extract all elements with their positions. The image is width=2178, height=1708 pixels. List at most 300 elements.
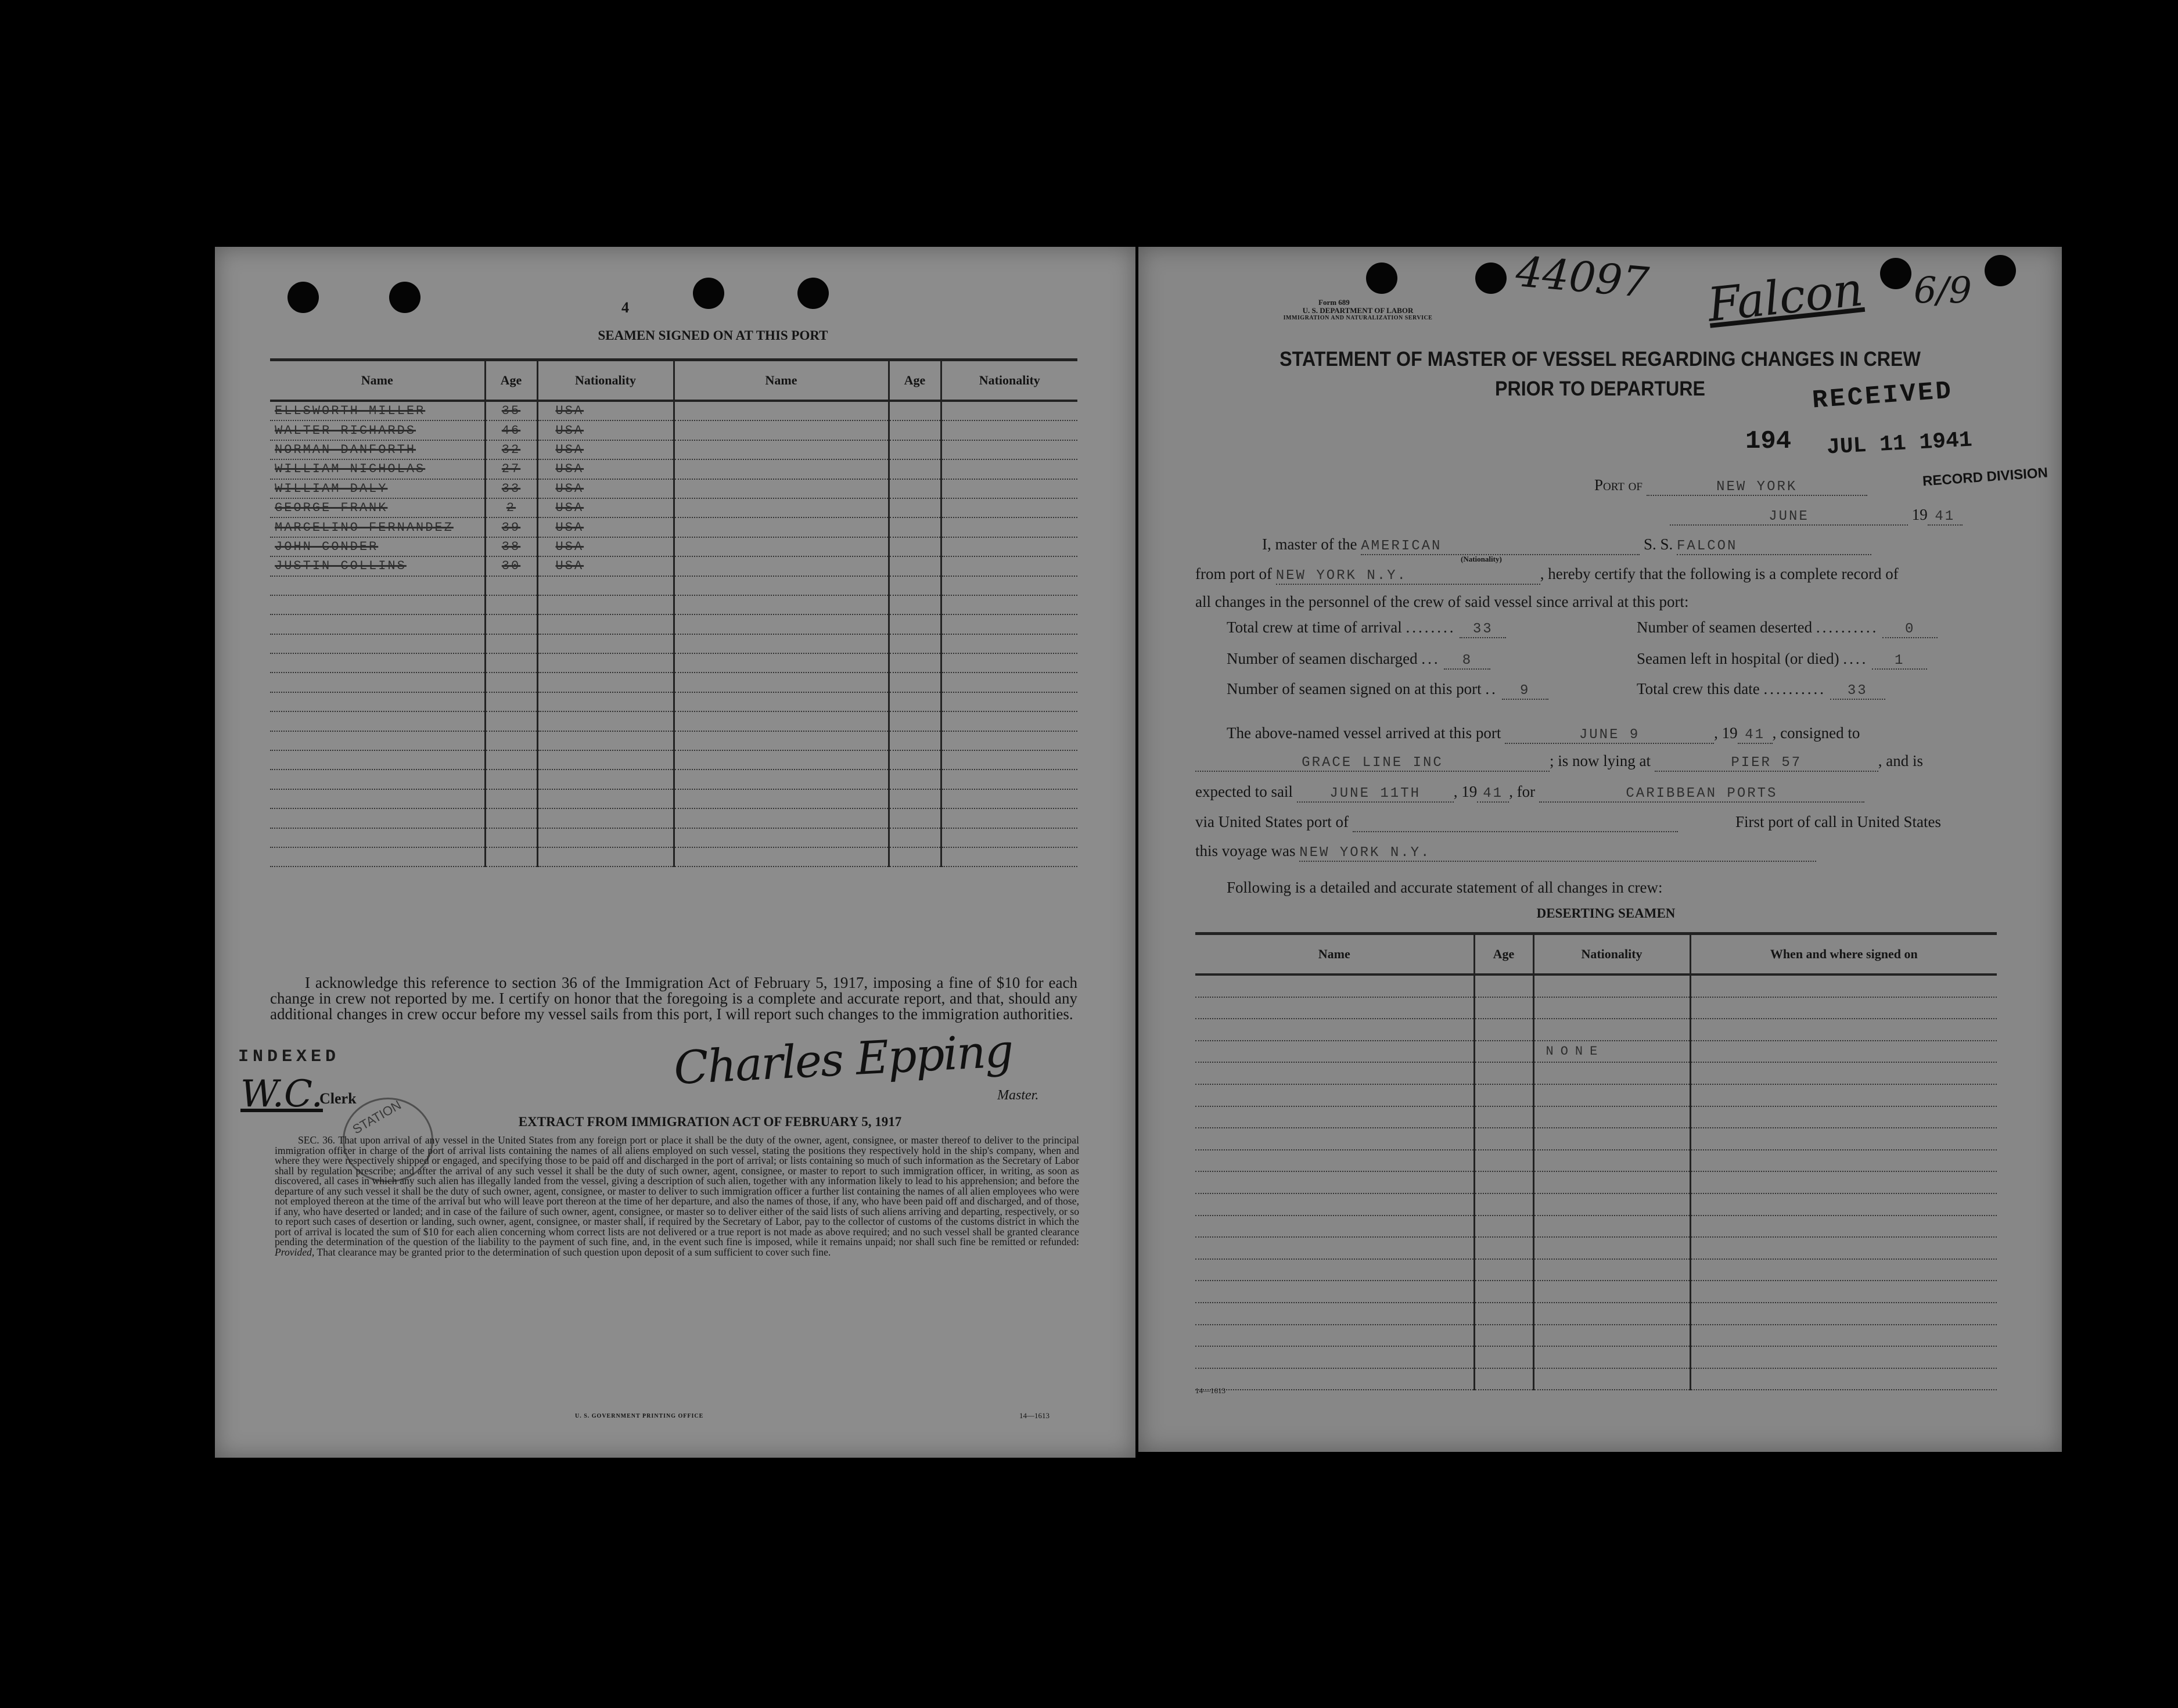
seaman-age	[485, 828, 537, 847]
seaman-name	[674, 498, 889, 517]
table-row	[270, 401, 1077, 420]
deserter-age	[1474, 1150, 1533, 1172]
seaman-nationality	[537, 711, 674, 731]
table-row	[1195, 1216, 1997, 1238]
column-header: Age	[1474, 934, 1533, 975]
voyage-row	[1195, 842, 1816, 862]
punch-hole	[1475, 263, 1507, 294]
certify-text: , hereby certify that the following is a complete record of	[1540, 565, 1899, 582]
seaman-age	[889, 576, 941, 595]
table-row	[270, 576, 1077, 595]
deserter-age	[1474, 1216, 1533, 1238]
seaman-nationality	[941, 614, 1077, 634]
deserter-nationality	[1533, 1171, 1690, 1193]
date-row	[1670, 506, 1963, 526]
deserter-signed-on	[1690, 1237, 1997, 1259]
seaman-age	[889, 459, 941, 479]
seaman-nationality	[537, 653, 674, 673]
extract-body	[275, 1135, 1079, 1257]
seaman-age	[485, 673, 537, 692]
column-header: Nationality	[1533, 934, 1690, 975]
seaman-name	[270, 692, 485, 711]
seaman-name	[674, 420, 889, 440]
deserter-signed-on	[1690, 1084, 1997, 1106]
deserter-name	[1195, 1062, 1474, 1084]
deserter-name	[1195, 1128, 1474, 1150]
table-row	[1195, 975, 1997, 997]
deserter-name	[1195, 1106, 1474, 1128]
seaman-nationality: USA	[537, 440, 674, 459]
seaman-age	[889, 711, 941, 731]
column-header: Age	[889, 360, 941, 401]
seaman-age	[889, 731, 941, 750]
extract-text: That upon arrival of any vessel in the United States from any foreign port or place it shall be the duty of the owner, agent, consignee, or master thereof to deliver to the principal immigration officer in charge of the port of arrival lists containing the names of all aliens employed on such vessel, stating the positions they respectively hold in the ship's company, when and where they were respectively shipped or engaged, and specifying those to be paid off and discharged in the port of arrival; or lists containing so much of such information as the Secretary of Labor shall by regulation prescribe; and after the arrival of any such vessel it shall be the duty of such owner, agent, consignee, or master to report to such immigration officer, in writing, as soon as discovered, all cases in which any such alien has illegally landed from the vessel, giving a description of such alien, together with any information likely to lead to his apprehension; and before the departure of any such vessel it shall be the duty of such owner, agent, consignee, or master to deliver to such immigration officer a further list containing the names of all alien employees who were not employed thereon at the time of the arrival but who will leave port thereon at the time of her departure, and also the names of those, if any, who have been paid off and discharged, and of those, if any, who have deserted or landed; and in case of the failure of such owner, agent, consignee, or master so to deliver either of the said lists of such aliens arriving and departing, respectively, or so to report such cases of desertion or landing, such owner, agent, consignee, or master shall, if required by the Secretary of Labor, pay to the collector of customs of the customs district in which the port of arrival is located the sum of $10 for each alien concerning whom correct lists are not delivered or a true report is not made as above required; and no such vessel shall be granted clearance pending the determination of the question of the liability to the payment of such fine, and, in the event such fine is imposed, while it remains unpaid; nor shall such fine be remitted or refunded:	[275, 1134, 1079, 1247]
deserter-signed-on	[1690, 1171, 1997, 1193]
total-crew-arrival-row: Total crew at time of arrival ........ 33	[1227, 619, 1506, 638]
deserter-signed-on	[1690, 975, 1997, 997]
table-row	[270, 556, 1077, 576]
seaman-age	[889, 653, 941, 673]
handwritten-ship-name: Falcon	[1705, 262, 1866, 332]
deserter-name	[1195, 1368, 1474, 1390]
deserter-nationality	[1533, 1128, 1690, 1150]
table-row	[270, 537, 1077, 556]
deserter-age	[1474, 1084, 1533, 1106]
seaman-name	[270, 576, 485, 595]
seaman-age	[889, 828, 941, 847]
seaman-name	[270, 673, 485, 692]
arrived-date: JUNE 9	[1505, 727, 1714, 744]
from-port-label: from port of	[1195, 565, 1272, 582]
clerk-label: Clerk	[319, 1090, 357, 1107]
punch-hole	[1985, 255, 2016, 286]
deserter-signed-on	[1690, 1325, 1997, 1347]
deserter-signed-on	[1690, 1281, 1997, 1303]
column-header: When and where signed on	[1690, 934, 1997, 975]
voyage-value: NEW YORK N.Y.	[1299, 845, 1816, 862]
table-row	[1195, 1062, 1997, 1084]
deserter-nationality	[1533, 1193, 1690, 1216]
table-row	[270, 673, 1077, 692]
year-suffix: 41	[1928, 509, 1963, 526]
deserter-nationality	[1533, 1106, 1690, 1128]
seaman-name	[674, 459, 889, 479]
deserter-nationality	[1533, 1150, 1690, 1172]
deserter-age	[1474, 1325, 1533, 1347]
seaman-name: WALTER RICHARDS	[270, 420, 485, 440]
seaman-name	[674, 537, 889, 556]
deserter-age	[1474, 1041, 1533, 1063]
seaman-nationality: USA	[537, 479, 674, 498]
service-name: IMMIGRATION AND NATURALIZATION SERVICE	[1283, 315, 1433, 321]
seaman-nationality	[941, 440, 1077, 459]
seaman-nationality	[941, 731, 1077, 750]
seaman-age	[485, 692, 537, 711]
seaman-nationality	[537, 692, 674, 711]
deserter-signed-on	[1690, 1150, 1997, 1172]
consignee: GRACE LINE INC	[1195, 755, 1550, 772]
voyage-label: this voyage was	[1195, 842, 1296, 860]
table-row	[270, 808, 1077, 828]
table-row	[1195, 1303, 1997, 1325]
seaman-nationality	[941, 653, 1077, 673]
column-header: Nationality	[537, 360, 674, 401]
table-row	[1195, 1019, 1997, 1041]
table-row	[270, 711, 1077, 731]
seaman-name	[270, 595, 485, 614]
deserter-name	[1195, 1019, 1474, 1041]
handwritten-number: 44097	[1514, 247, 1651, 307]
seaman-name: ELLSWORTH MILLER	[270, 401, 485, 420]
table-row	[270, 750, 1077, 770]
seaman-age	[485, 770, 537, 789]
table-row	[1195, 1281, 1997, 1303]
deserter-nationality	[1533, 1346, 1690, 1368]
deserter-age	[1474, 1171, 1533, 1193]
seaman-nationality	[537, 614, 674, 634]
via-row	[1195, 813, 1678, 832]
seaman-name	[674, 576, 889, 595]
deserter-name	[1195, 1259, 1474, 1281]
seamen-signed-value: 9	[1502, 683, 1548, 700]
deserter-age	[1474, 1237, 1533, 1259]
table-row	[270, 459, 1077, 479]
ss-label: S. S.	[1643, 535, 1673, 553]
seaman-nationality	[941, 401, 1077, 420]
seaman-name	[674, 556, 889, 576]
seaman-name	[674, 479, 889, 498]
following-text: Following is a detailed and accurate statement of all changes in crew:	[1227, 879, 1663, 896]
seaman-age	[889, 595, 941, 614]
form-code: 14—1613	[1195, 1386, 1225, 1395]
punch-hole	[389, 282, 420, 313]
seaman-nationality	[537, 673, 674, 692]
deserter-age	[1474, 1303, 1533, 1325]
form-title-line1: STATEMENT OF MASTER OF VESSEL REGARDING CHANGES IN CREW	[1280, 348, 1921, 371]
clerk-initials: W.C.	[240, 1073, 323, 1116]
seaman-nationality	[941, 420, 1077, 440]
all-changes-text: all changes in the personnel of the crew of said vessel since arrival at this port:	[1195, 593, 1689, 610]
date-month: JUNE	[1670, 509, 1908, 526]
seaman-age	[889, 420, 941, 440]
seaman-nationality	[537, 595, 674, 614]
seaman-name	[270, 614, 485, 634]
seaman-nationality	[941, 517, 1077, 537]
seaman-age	[485, 711, 537, 731]
table-row	[270, 517, 1077, 537]
first-port-label: First port of call in United States	[1735, 813, 1941, 830]
seamen-signed-label: Number of seamen signed on at this port	[1227, 680, 1482, 697]
seaman-age	[889, 556, 941, 576]
seaman-nationality: USA	[537, 537, 674, 556]
seaman-age	[889, 673, 941, 692]
column-header: Age	[485, 360, 537, 401]
seaman-name	[270, 847, 485, 866]
deserter-nationality	[1533, 975, 1690, 997]
deserter-signed-on	[1690, 1128, 1997, 1150]
table-row	[1195, 1237, 1997, 1259]
deserter-signed-on	[1690, 1019, 1997, 1041]
seaman-nationality	[941, 847, 1077, 866]
seaman-age	[889, 498, 941, 517]
seaman-age: 27	[485, 459, 537, 479]
form-title-line2: PRIOR TO DEPARTURE	[1495, 377, 1705, 400]
deserter-name	[1195, 1281, 1474, 1303]
port-of-label: Port of	[1594, 476, 1643, 494]
form-code: 14—1613	[1019, 1411, 1050, 1420]
printer-line: U. S. GOVERNMENT PRINTING OFFICE	[575, 1413, 704, 1419]
seaman-name	[674, 517, 889, 537]
seaman-nationality	[941, 808, 1077, 828]
seaman-name	[674, 731, 889, 750]
deserter-name	[1195, 1171, 1474, 1193]
received-stamp: RECEIVED	[1811, 376, 1954, 416]
deserter-nationality: NONE	[1533, 1041, 1690, 1063]
master-of-row	[1224, 535, 1871, 555]
table-row	[270, 692, 1077, 711]
via-label: via United States port of	[1195, 813, 1349, 830]
seamen-signed-row: Number of seamen signed on at this port .. 9	[1227, 680, 1548, 700]
deserter-nationality	[1533, 1084, 1690, 1106]
punch-hole	[1366, 263, 1397, 294]
page-number: 4	[621, 299, 629, 316]
seaman-age	[889, 401, 941, 420]
deserter-signed-on	[1690, 1259, 1997, 1281]
seaman-age: 30	[485, 556, 537, 576]
seaman-nationality	[941, 498, 1077, 517]
seaman-age	[485, 634, 537, 653]
table-row	[270, 770, 1077, 789]
deserter-signed-on	[1690, 1368, 1997, 1390]
seaman-nationality	[537, 770, 674, 789]
seaman-nationality	[537, 634, 674, 653]
deserter-signed-on	[1690, 1062, 1997, 1084]
seamen-deserted-row: Number of seamen deserted .......... 0	[1637, 619, 1938, 638]
seaman-name: MARCELINO FERNANDEZ	[270, 517, 485, 537]
seaman-nationality	[941, 692, 1077, 711]
deserter-age	[1474, 1019, 1533, 1041]
seaman-name	[674, 808, 889, 828]
table-row	[270, 595, 1077, 614]
table-row	[1195, 1150, 1997, 1172]
seaman-name: WILLIAM NICHOLAS	[270, 459, 485, 479]
deserter-name	[1195, 1193, 1474, 1216]
sail-year: 41	[1477, 786, 1509, 803]
deserter-nationality	[1533, 1303, 1690, 1325]
seamen-signed-on-table	[270, 358, 1077, 867]
nationality-label: (Nationality)	[1461, 555, 1502, 563]
seaman-nationality: USA	[537, 498, 674, 517]
deserter-nationality	[1533, 1259, 1690, 1281]
deserter-name	[1195, 1084, 1474, 1106]
deserter-signed-on	[1690, 1106, 1997, 1128]
seaman-nationality	[941, 537, 1077, 556]
deserter-signed-on	[1690, 1193, 1997, 1216]
extract-section-label: SEC. 36.	[298, 1134, 336, 1146]
seaman-nationality	[941, 576, 1077, 595]
record-division-stamp: RECORD DIVISION	[1922, 465, 2048, 490]
deserter-age	[1474, 1128, 1533, 1150]
deserter-nationality	[1533, 1062, 1690, 1084]
table-row	[1195, 1128, 1997, 1150]
table-row	[270, 731, 1077, 750]
table-row	[270, 440, 1077, 459]
expected-label: expected to sail	[1195, 783, 1293, 800]
seaman-name: WILLIAM DALY	[270, 479, 485, 498]
section-title: SEAMEN SIGNED ON AT THIS PORT	[598, 328, 828, 343]
seamen-deserted-label: Number of seamen deserted	[1637, 619, 1813, 636]
destination: CARIBBEAN PORTS	[1539, 786, 1864, 803]
deserter-age	[1474, 1062, 1533, 1084]
seaman-nationality	[941, 479, 1077, 498]
total-crew-arrival-value: 33	[1460, 621, 1506, 638]
seaman-age	[889, 614, 941, 634]
seaman-name	[270, 789, 485, 808]
seaman-nationality	[537, 828, 674, 847]
acknowledgement-text: I acknowledge this reference to section 36 of the Immigration Act of February 5, 1917, imposing a fine of $10 for each change in crew not reported by me. I certify on honor that the foregoing is a complete and accurate report, and that, should any additional changes in crew occur before my vessel sails from this port, I will report such changes to the immigration authorities.	[270, 974, 1077, 1023]
expected-row: expected to sail JUNE 11TH , 19 41 , for CARIBBEAN PORTS	[1195, 783, 1864, 803]
master-label: Master.	[997, 1088, 1039, 1103]
seaman-name	[270, 750, 485, 770]
punch-hole	[287, 282, 319, 313]
deserting-seamen-table	[1195, 932, 1997, 1390]
and-is: , and is	[1878, 752, 1923, 770]
sail-date: JUNE 11TH	[1297, 786, 1454, 803]
seaman-nationality	[941, 789, 1077, 808]
deserter-age	[1474, 975, 1533, 997]
lying-row	[1195, 752, 1923, 772]
table-row	[1195, 1193, 1997, 1216]
seaman-nationality	[537, 789, 674, 808]
deserter-name	[1195, 1216, 1474, 1238]
table-row	[1195, 1084, 1997, 1106]
seaman-name	[270, 711, 485, 731]
deserter-nationality	[1533, 1368, 1690, 1390]
for-label: , for	[1509, 783, 1536, 800]
deserter-nationality	[1533, 1019, 1690, 1041]
deserter-name	[1195, 997, 1474, 1019]
table-row	[270, 789, 1077, 808]
deserter-age	[1474, 1106, 1533, 1128]
total-crew-date-label: Total crew this date	[1637, 680, 1760, 697]
seaman-age	[485, 595, 537, 614]
seamen-hospital-row: Seamen left in hospital (or died) .... 1	[1637, 650, 1927, 670]
from-port-row	[1195, 565, 1899, 585]
deserter-name	[1195, 1237, 1474, 1259]
arrived-label: The above-named vessel arrived at this port	[1227, 724, 1501, 742]
table-row	[1195, 1325, 1997, 1347]
seaman-nationality	[941, 770, 1077, 789]
extract-title: EXTRACT FROM IMMIGRATION ACT OF FEBRUARY 5, 1917	[518, 1114, 902, 1129]
seaman-age: 39	[485, 517, 537, 537]
seaman-age	[485, 808, 537, 828]
seaman-name	[674, 847, 889, 866]
deserter-signed-on	[1690, 1303, 1997, 1325]
seaman-name: NORMAN DANFORTH	[270, 440, 485, 459]
from-port-value: NEW YORK N.Y.	[1276, 568, 1540, 585]
seaman-name	[674, 595, 889, 614]
seamen-hospital-label: Seamen left in hospital (or died)	[1637, 650, 1839, 667]
deserter-signed-on	[1690, 1346, 1997, 1368]
seaman-age	[889, 808, 941, 828]
seaman-age	[889, 770, 941, 789]
seaman-age	[485, 653, 537, 673]
table-row	[1195, 1368, 1997, 1390]
seaman-name	[270, 808, 485, 828]
seaman-age: 38	[485, 537, 537, 556]
seaman-age: 33	[485, 479, 537, 498]
deserter-name	[1195, 1346, 1474, 1368]
seaman-age	[485, 576, 537, 595]
total-crew-arrival-label: Total crew at time of arrival	[1227, 619, 1402, 636]
seaman-nationality: USA	[537, 556, 674, 576]
year-prefix: 19	[1911, 506, 1928, 523]
column-header: Name	[270, 360, 485, 401]
deserter-signed-on	[1690, 997, 1997, 1019]
deserter-name	[1195, 1150, 1474, 1172]
port-of-row	[1594, 476, 1867, 496]
table-row	[1195, 1041, 1997, 1063]
vessel-name: FALCON	[1677, 538, 1871, 555]
seaman-age: 32	[485, 440, 537, 459]
seaman-name	[674, 634, 889, 653]
seaman-name	[270, 770, 485, 789]
seaman-nationality	[537, 731, 674, 750]
table-row	[1195, 1171, 1997, 1193]
table-row	[1195, 1259, 1997, 1281]
seaman-nationality	[941, 750, 1077, 770]
seaman-age	[889, 517, 941, 537]
seaman-age	[485, 750, 537, 770]
seaman-age	[889, 750, 941, 770]
right-page	[1138, 247, 2062, 1452]
seaman-age	[889, 634, 941, 653]
extract-proviso: Provided,	[275, 1246, 315, 1258]
deserter-age	[1474, 1346, 1533, 1368]
seaman-name	[270, 731, 485, 750]
seaman-nationality: USA	[537, 420, 674, 440]
seaman-name	[270, 828, 485, 847]
seaman-name	[270, 634, 485, 653]
column-header: Name	[674, 360, 889, 401]
column-header: Name	[1195, 934, 1474, 975]
seaman-name	[674, 614, 889, 634]
seaman-name: JUSTIN COLLINS	[270, 556, 485, 576]
deserting-title: DESERTING SEAMEN	[1536, 906, 1676, 920]
seaman-name	[674, 750, 889, 770]
seaman-name	[674, 828, 889, 847]
table-row	[270, 498, 1077, 517]
seamen-discharged-value: 8	[1444, 653, 1490, 670]
seaman-age	[485, 731, 537, 750]
form-number: Form 689	[1318, 298, 1350, 307]
extract-tail: That clearance may be granted prior to the determination of such question upon deposit of a sum sufficient to cover such fine.	[317, 1246, 831, 1258]
deserter-age	[1474, 1281, 1533, 1303]
stamp-date: JUL 11 1941	[1826, 427, 1973, 461]
postmark-text: STATION	[350, 1097, 404, 1137]
seaman-nationality	[941, 828, 1077, 847]
master-of-label: I, master of the	[1262, 535, 1357, 553]
table-row	[270, 653, 1077, 673]
port-of-value: NEW YORK	[1647, 479, 1867, 496]
table-row	[270, 479, 1077, 498]
deserter-age	[1474, 1259, 1533, 1281]
seaman-nationality	[537, 750, 674, 770]
seaman-nationality	[941, 711, 1077, 731]
seaman-nationality	[941, 634, 1077, 653]
seaman-name: JOHN CONDER	[270, 537, 485, 556]
seaman-age: 46	[485, 420, 537, 440]
